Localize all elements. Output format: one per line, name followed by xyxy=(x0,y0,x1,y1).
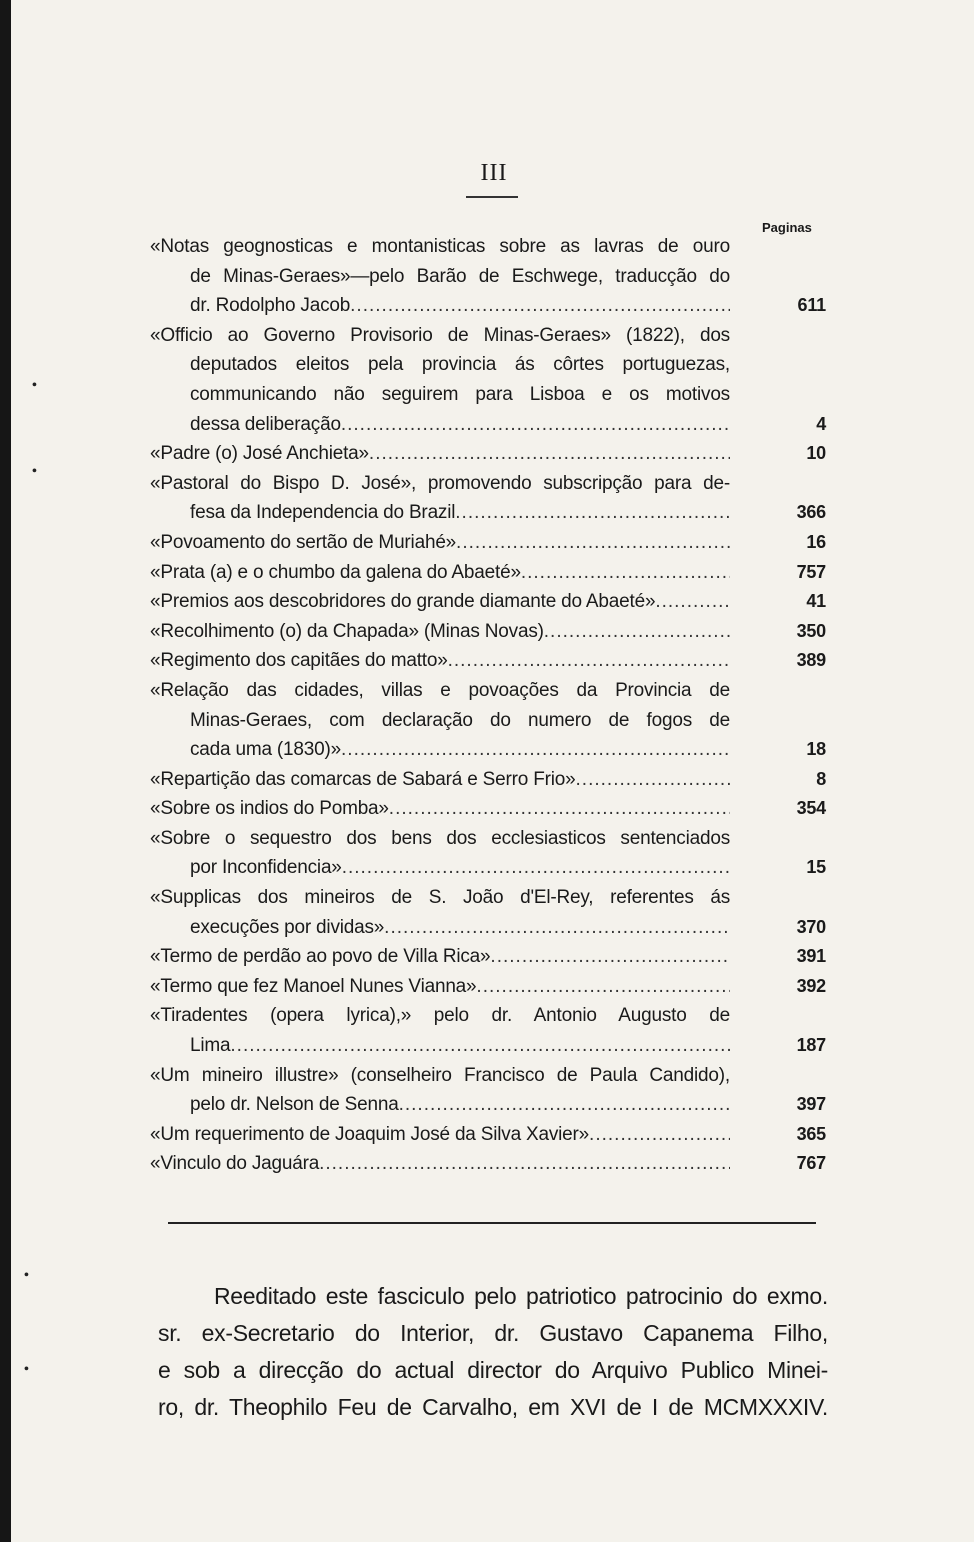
dot-leader xyxy=(369,439,730,469)
dot-leader xyxy=(342,853,730,883)
toc-page-number: 365 xyxy=(796,1123,826,1144)
dot-leader xyxy=(655,587,730,617)
dot-leader xyxy=(399,1090,730,1120)
toc-entry-text: «Tiradentes (opera lyrica),» pelo dr. Antonio Augusto de xyxy=(150,1005,730,1027)
toc-entry xyxy=(150,321,830,439)
toc-entry-text: Minas-Geraes, com declaração do numero de fogos de xyxy=(190,709,730,731)
margin-mark: • xyxy=(24,1268,29,1283)
toc-entry-text: «Um requerimento de Joaquim José da Silva Xavier» xyxy=(150,1123,590,1145)
toc-entry-text: «Officio ao Governo Provisorio de Minas-Geraes» (1822), dos xyxy=(150,324,730,346)
dot-leader xyxy=(230,1031,730,1061)
toc-entry-line xyxy=(150,765,730,795)
toc-entry xyxy=(150,1149,830,1179)
toc-entry xyxy=(150,646,830,676)
toc-entry-line xyxy=(150,1149,730,1179)
toc-entry xyxy=(150,469,830,528)
toc-entry-text: «Sobre o sequestro dos bens dos ecclesiasticos sentenciados xyxy=(150,827,730,849)
toc-entry xyxy=(150,1001,830,1060)
toc-entry xyxy=(150,558,830,588)
toc-page-number: 389 xyxy=(796,650,826,671)
toc-entry-text: execuções por dividas» xyxy=(190,916,385,938)
page-number: III xyxy=(480,160,508,186)
toc-entry-text: fesa da Independencia do Brazil xyxy=(190,502,456,524)
dot-leader xyxy=(576,765,730,795)
dot-leader xyxy=(456,528,730,558)
dot-leader xyxy=(476,972,730,1002)
toc-entry xyxy=(150,824,830,883)
toc-page-number: 370 xyxy=(796,916,826,937)
toc-page-number: 10 xyxy=(806,443,826,464)
toc-page-number: 392 xyxy=(796,975,826,996)
toc-entry-line xyxy=(150,794,730,824)
dot-leader xyxy=(384,913,730,943)
toc-entry-text: «Supplicas dos mineiros de S. João d'El-Rey, referentes ás xyxy=(150,887,730,909)
toc-entry-line xyxy=(150,587,730,617)
toc-entry-line xyxy=(150,942,730,972)
toc-page-number: 354 xyxy=(796,798,826,819)
toc-entry-line xyxy=(150,558,730,588)
colophon-line: sr. ex-Secretario do Interior, dr. Gustavo Capanema Filho, xyxy=(158,1320,828,1346)
toc-entry-line xyxy=(150,528,730,558)
toc-entry xyxy=(150,765,830,795)
toc-entry xyxy=(150,617,830,647)
toc-entry-line xyxy=(150,498,730,528)
toc-entry xyxy=(150,972,830,1002)
toc-page-number: 187 xyxy=(796,1035,826,1056)
toc-page-number: 397 xyxy=(796,1094,826,1115)
toc-entry-text: «Repartição das comarcas de Sabará e Serro Frio» xyxy=(150,768,576,790)
dot-leader xyxy=(589,1120,730,1150)
dot-leader xyxy=(448,646,730,676)
toc-page-number: 8 xyxy=(816,768,826,789)
dot-leader xyxy=(341,410,730,440)
toc-entry-text: deputados eleitos pela provincia ás côrtes portuguezas, xyxy=(190,354,730,376)
dot-leader xyxy=(521,558,730,588)
toc-entry-text: «Vinculo do Jaguára xyxy=(150,1153,320,1175)
dot-leader xyxy=(341,735,730,765)
toc-page-number: 366 xyxy=(796,502,826,523)
toc-entry xyxy=(150,883,830,942)
dot-leader xyxy=(350,291,730,321)
toc-entry-line xyxy=(150,291,730,321)
colophon-line: Reeditado este fasciculo pelo patriotico patrocinio do exmo. xyxy=(214,1283,828,1309)
toc-page-number: 41 xyxy=(806,591,826,612)
toc-page-number: 15 xyxy=(806,857,826,878)
toc-entry xyxy=(150,676,830,765)
toc-entry-line xyxy=(150,972,730,1002)
toc-entry-text: «Prata (a) e o chumbo da galena do Abaeté» xyxy=(150,561,521,583)
toc-entry-text: «Notas geognosticas e montanisticas sobre as lavras de ouro xyxy=(150,236,730,257)
table-of-contents xyxy=(150,232,830,1179)
toc-entry-line xyxy=(150,1031,730,1061)
toc-page-number: 391 xyxy=(796,946,826,967)
toc-page-number: 757 xyxy=(796,561,826,582)
toc-entry xyxy=(150,942,830,972)
toc-page-number: 611 xyxy=(797,295,826,316)
toc-entry-text: communicando não seguirem para Lisboa e os motivos xyxy=(190,383,730,405)
toc-entry-line xyxy=(150,853,730,883)
toc-entry-text: «Povoamento do sertão de Muriahé» xyxy=(150,531,457,553)
toc-entry-text: «Termo de perdão ao povo de Villa Rica» xyxy=(150,946,491,968)
toc-entry-text: pelo dr. Nelson de Senna xyxy=(190,1094,399,1116)
page-number-rule xyxy=(466,196,518,198)
toc-entry-line xyxy=(150,410,730,440)
toc-entry-text: «Premios aos descobridores do grande diamante do Abaeté» xyxy=(150,591,656,613)
toc-entry-text: dr. Rodolpho Jacob xyxy=(190,295,351,317)
separator-rule xyxy=(168,1222,816,1224)
toc-entry-line xyxy=(150,735,730,765)
toc-page-number: 16 xyxy=(806,531,826,552)
toc-entry-line xyxy=(150,646,730,676)
toc-page-number: 18 xyxy=(806,739,826,760)
toc-entry xyxy=(150,1120,830,1150)
page-edge-shadow xyxy=(0,0,11,1542)
toc-entry-line xyxy=(150,617,730,647)
margin-mark: • xyxy=(32,464,37,479)
toc-entry-text: «Regimento dos capitães do matto» xyxy=(150,650,448,672)
dot-leader xyxy=(455,498,730,528)
dot-leader xyxy=(490,942,730,972)
toc-entry-line xyxy=(150,913,730,943)
dot-leader xyxy=(389,794,730,824)
toc-entry-line xyxy=(150,439,730,469)
colophon xyxy=(158,1278,828,1426)
toc-entry-text: «Sobre os indios do Pomba» xyxy=(150,798,389,820)
toc-entry xyxy=(150,587,830,617)
toc-entry-text: «Padre (o) José Anchieta» xyxy=(150,443,369,465)
toc-entry-text: «Pastoral do Bispo D. José», promovendo subscripção para de- xyxy=(150,472,730,494)
toc-page-number: 767 xyxy=(796,1153,826,1174)
toc-entry-text: cada uma (1830)» xyxy=(190,739,342,761)
toc-page-number: 4 xyxy=(816,413,826,434)
dot-leader xyxy=(544,617,730,647)
toc-entry xyxy=(150,1061,830,1120)
toc-entry xyxy=(150,232,830,321)
colophon-line: e sob a direcção do actual director do Arquivo Publico Minei- xyxy=(158,1357,828,1383)
toc-entry-text: por Inconfidencia» xyxy=(190,857,342,879)
toc-entry xyxy=(150,794,830,824)
toc-entry-text: de Minas-Geraes»—pelo Barão de Eschwege, traducção do xyxy=(190,265,730,287)
toc-entry xyxy=(150,439,830,469)
toc-entry-line xyxy=(150,1090,730,1120)
toc-entry-text: dessa deliberação xyxy=(190,413,341,435)
toc-entry-text: «Relação das cidades, villas e povoações da Provincia de xyxy=(150,679,730,701)
dot-leader xyxy=(319,1149,730,1179)
colophon-line: ro, dr. Theophilo Feu de Carvalho, em XVI de I de MCMXXXIV. xyxy=(158,1394,828,1420)
toc-entry-line xyxy=(150,1120,730,1150)
toc-entry-text: «Um mineiro illustre» (conselheiro Francisco de Paula Candido), xyxy=(150,1064,730,1086)
toc-entry-text: Lima xyxy=(190,1035,231,1057)
toc-page-number: 350 xyxy=(796,620,826,641)
toc-entry-text: «Recolhimento (o) da Chapada» (Minas Novas) xyxy=(150,620,544,642)
toc-entry-text: «Termo que fez Manoel Nunes Vianna» xyxy=(150,975,477,997)
column-header-paginas: Paginas xyxy=(762,220,812,235)
margin-mark: • xyxy=(32,378,37,393)
margin-mark: • xyxy=(24,1362,29,1377)
toc-entry xyxy=(150,528,830,558)
